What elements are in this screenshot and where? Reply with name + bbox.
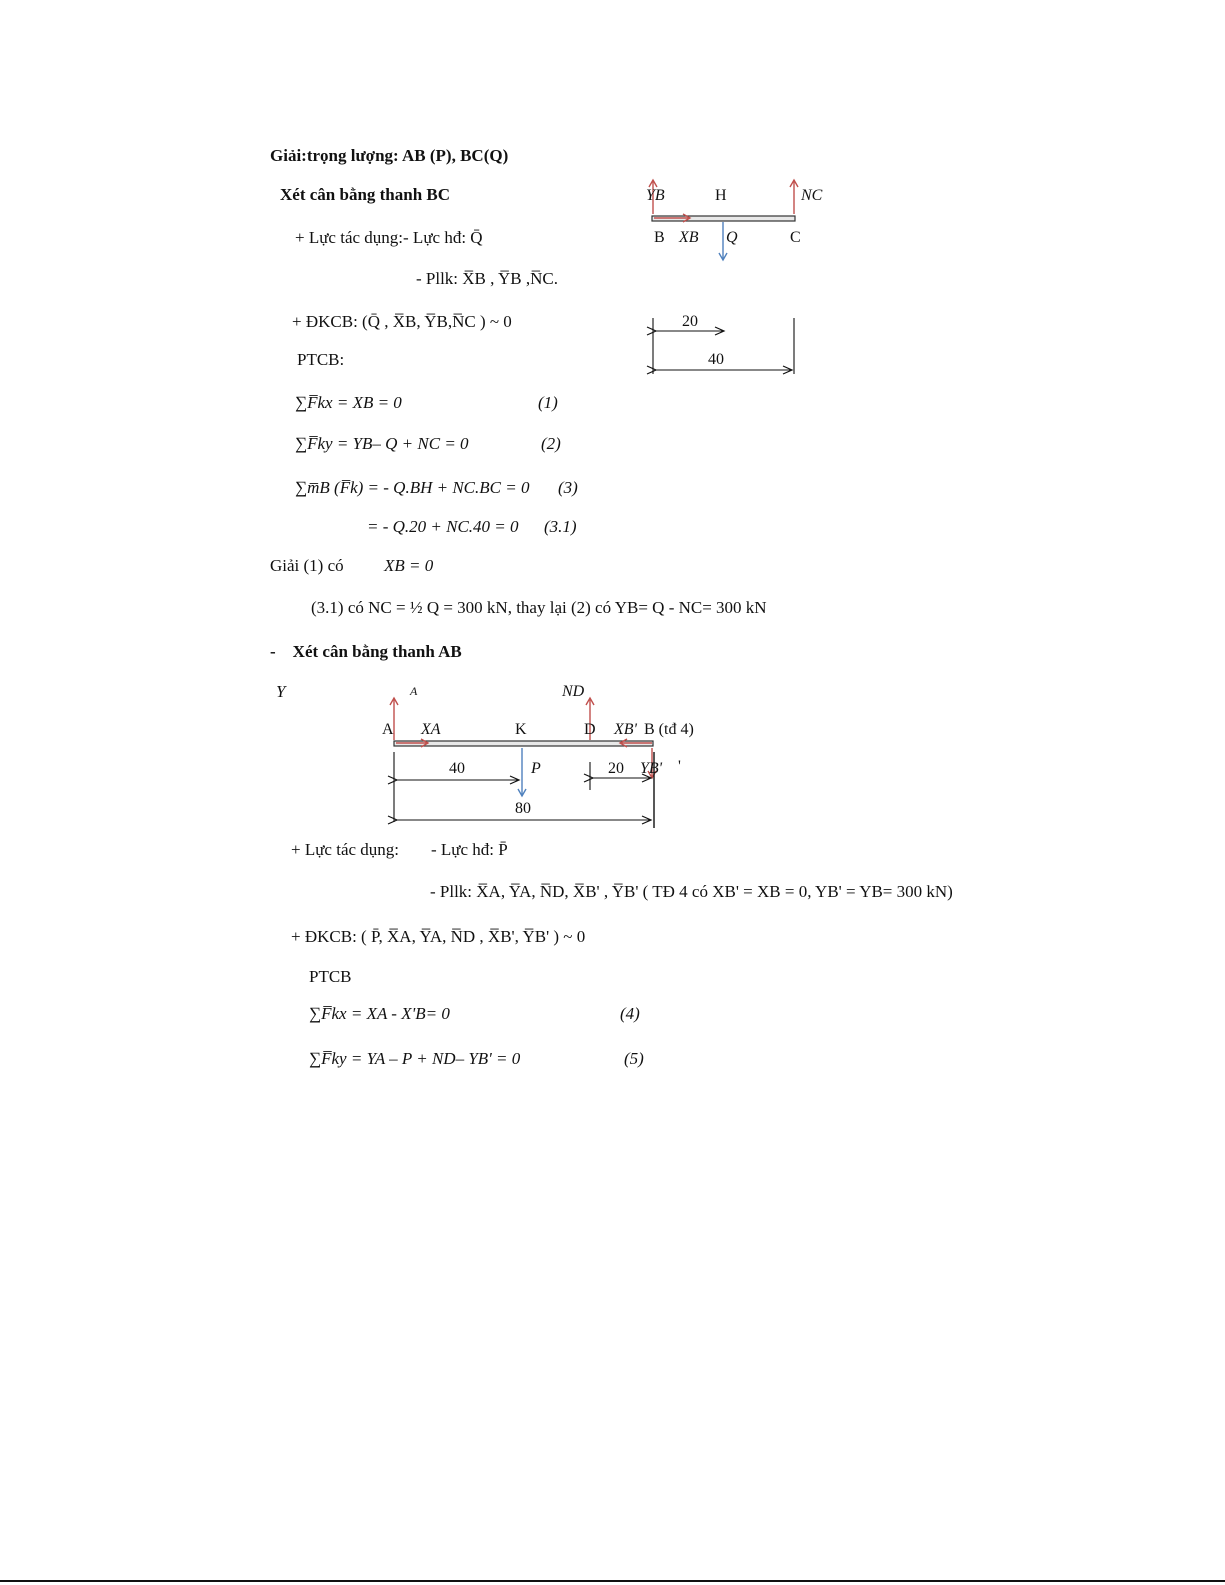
equation-2-number: (2): [541, 434, 561, 453]
label-xb-prime: XB': [614, 721, 637, 738]
section-ab-heading: - Xét cân bằng thanh AB: [270, 642, 462, 661]
dim-label-20b: 20: [608, 760, 624, 777]
label-h: H: [715, 187, 727, 204]
dim-label-40b: 40: [449, 760, 465, 777]
equation-5-number: (5): [624, 1049, 644, 1068]
label-a: A: [382, 721, 394, 738]
solution-2: (3.1) có NC = ½ Q = 300 kN, thay lại (2) có YB= Q - NC= 300 kN: [311, 598, 767, 617]
label-b: B: [654, 229, 665, 246]
bc-equilibrium-condition: + ĐKCB: (Q̄ , X̅B, Y̅B,N̅C ) ~ 0: [292, 312, 512, 331]
label-a-subscript: A: [410, 684, 418, 698]
label-yb-prime: YB': [640, 760, 663, 777]
equation-4: ∑F̅kx = XA - X'B= 0: [309, 1004, 450, 1023]
label-q: Q: [726, 229, 738, 246]
label-k: K: [515, 721, 527, 738]
label-nd: ND: [562, 683, 585, 700]
ab-active-force: - Lực hđ: P̄: [431, 840, 508, 859]
label-xa: XA: [421, 721, 441, 738]
solution-1: XB = 0: [384, 556, 434, 575]
equation-3-number: (3): [558, 478, 578, 497]
equation-3-1-number: (3.1): [544, 517, 577, 536]
label-nc: NC: [801, 187, 823, 204]
equation-1-number: (1): [538, 393, 558, 412]
label-d: D: [584, 721, 596, 738]
ab-applied-forces: + Lực tác dụng:: [291, 840, 400, 859]
page-bottom-rule: [0, 1580, 1225, 1582]
label-c: C: [790, 229, 801, 246]
equation-4-number: (4): [620, 1004, 640, 1023]
ab-reactions: - Pllk: X̅A, Y̅A, N̅D, X̅B' , Y̅B' ( TĐ 4 có XB' = XB = 0, YB' = YB= 300 kN): [430, 882, 953, 901]
equation-5: ∑F̅ky = YA – P + ND– YB' = 0: [309, 1049, 521, 1068]
equation-1: ∑F̅kx = XB = 0: [295, 393, 402, 412]
solution-1-lead: Giải (1) có: [270, 556, 344, 575]
bc-reactions: - Pllk: X̅B , Y̅B ,N̅C.: [416, 269, 559, 288]
bc-applied-forces: + Lực tác dụng:- Lực hđ: Q̄: [295, 228, 483, 247]
section-bc-heading: Xét cân bằng thanh BC: [280, 185, 451, 204]
ab-ptcb-label: PTCB: [309, 967, 352, 986]
label-b-td4: B (tđ 4): [644, 721, 694, 738]
page-title: Giải:trọng lượng: AB (P), BC(Q): [270, 146, 509, 165]
bc-ptcb-label: PTCB:: [297, 350, 345, 369]
beam-ab: [394, 741, 653, 746]
equation-3: ∑m̅B (F̅k) = - Q.BH + NC.BC = 0: [295, 478, 530, 497]
label-y: Y: [276, 682, 286, 701]
label-prime-mark: ': [678, 758, 681, 775]
dim-label-20: 20: [682, 313, 698, 330]
label-yb: YB: [646, 187, 665, 204]
dim-label-80: 80: [515, 800, 531, 817]
ab-equilibrium-condition: + ĐKCB: ( P̄, X̅A, Y̅A, N̅D , X̅B', Y̅B' ) ~ 0: [291, 927, 586, 946]
label-xb: XB: [679, 229, 699, 246]
equation-3-1: = - Q.20 + NC.40 = 0: [367, 517, 519, 536]
equation-2: ∑F̅ky = YB– Q + NC = 0: [295, 434, 469, 453]
dim-label-40: 40: [708, 351, 724, 368]
label-p: P: [531, 760, 541, 777]
